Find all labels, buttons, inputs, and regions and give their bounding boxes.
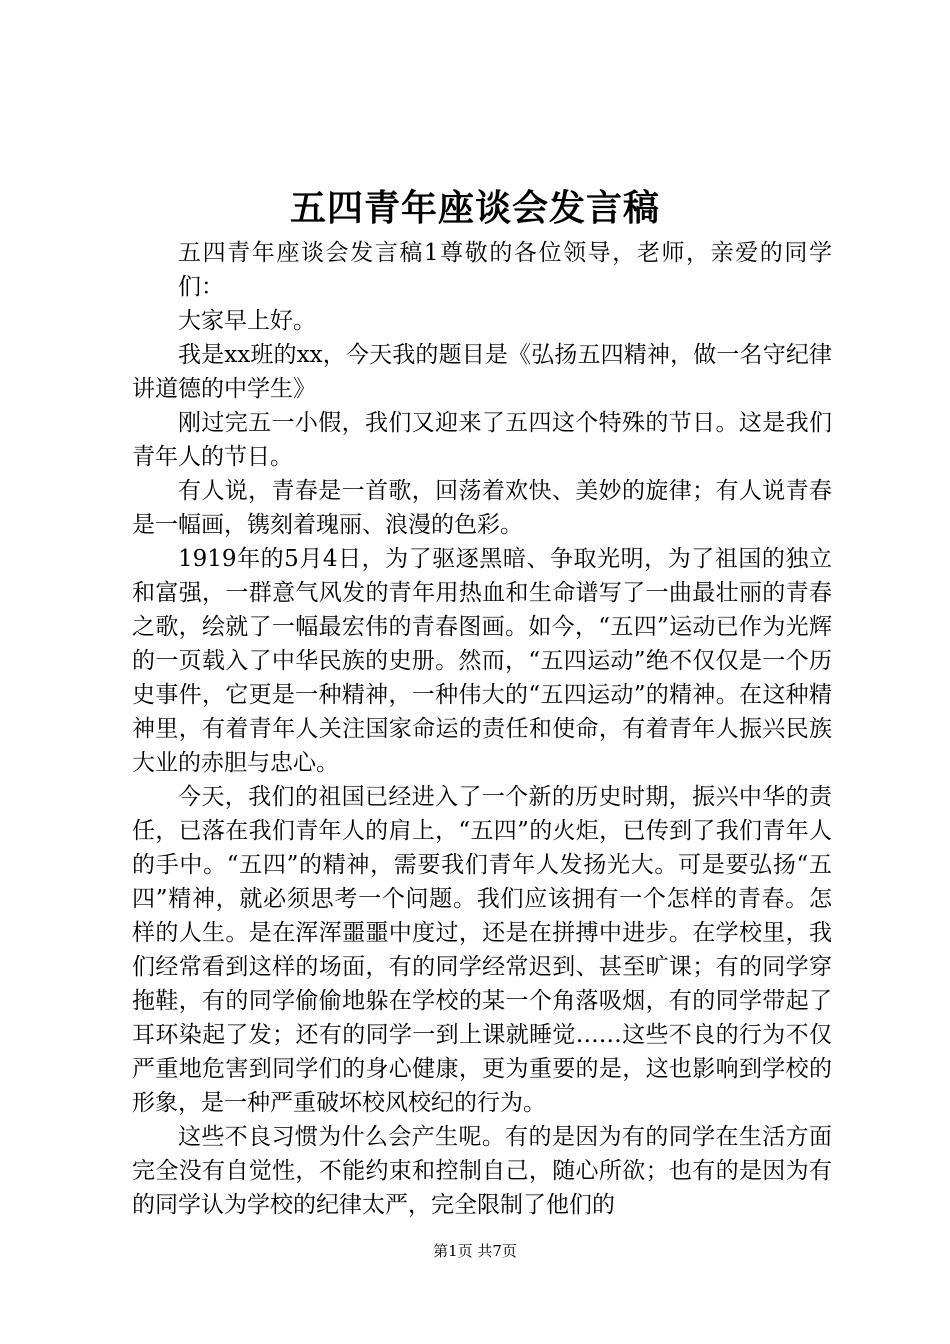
paragraph: 今天，我们的祖国已经进入了一个新的历史时期，振兴中华的责任，已落在我们青年人的肩上，“五四”的火炬，已传到了我们青年人的手中。“五四”的精神，需要我们青年人发扬光大。可是要弘扬“五四”精神，就必须思考一个问题。我们应该拥有一个怎样的青春。怎样的人生。是在浑浑噩噩中度过，还是在拼搏中进步。在学校里，我们经常看到这样的场面，有的同学经常迟到、甚至旷课；有的同学穿拖鞋，有的同学偷偷地躲在学校的某一个角落吸烟，有的同学带起了耳环染起了发；还有的同学一到上课就睡觉……这些不良的行为不仅严重地危害到同学们的身心健康，更为重要的是，这也影响到学校的形象，是一种严重破坏校风校纪的行为。: [132, 784, 832, 1116]
paragraph: 这些不良习惯为什么会产生呢。有的是因为有的同学在生活方面完全没有自觉性，不能约束和控制自己，随心所欲；也有的是因为有的同学认为学校的纪律太严，完全限制了他们的: [132, 1124, 832, 1218]
paragraph: 1919年的5月4日，为了驱逐黑暗、争取光明，为了祖国的独立和富强，一群意气风发的青年用热血和生命谱写了一曲最壮丽的青春之歌，绘就了一幅最宏伟的青春图画。如今，“五四”运动已作为光辉的一页载入了中华民族的史册。然而，“五四运动”绝不仅仅是一个历史事件，它更是一种精神，一种伟大的“五四运动”的精神。在这种精神里，有着青年人关注国家命运的责任和使命，有着青年人振兴民族大业的赤胆与忠心。: [132, 546, 832, 776]
paragraph: 刚过完五一小假，我们又迎来了五四这个特殊的节日。这是我们青年人的节日。: [132, 410, 832, 470]
paragraph-greeting: 五四青年座谈会发言稿1尊敬的各位领导，老师，亲爱的同学们：: [178, 240, 832, 300]
paragraph: 我是xx班的xx，今天我的题目是《弘扬五四精神，做一名守纪律讲道德的中学生》: [132, 342, 832, 402]
page-title: 五四青年座谈会发言稿: [289, 187, 660, 229]
paragraph: 大家早上好。: [178, 308, 316, 334]
paragraph: 有人说，青春是一首歌，回荡着欢快、美妙的旋律；有人说青春是一幅画，镌刻着瑰丽、浪漫的色彩。: [132, 478, 832, 538]
page-footer: 第1页 共7页: [433, 1242, 517, 1260]
document-body: [132, 236, 832, 1222]
